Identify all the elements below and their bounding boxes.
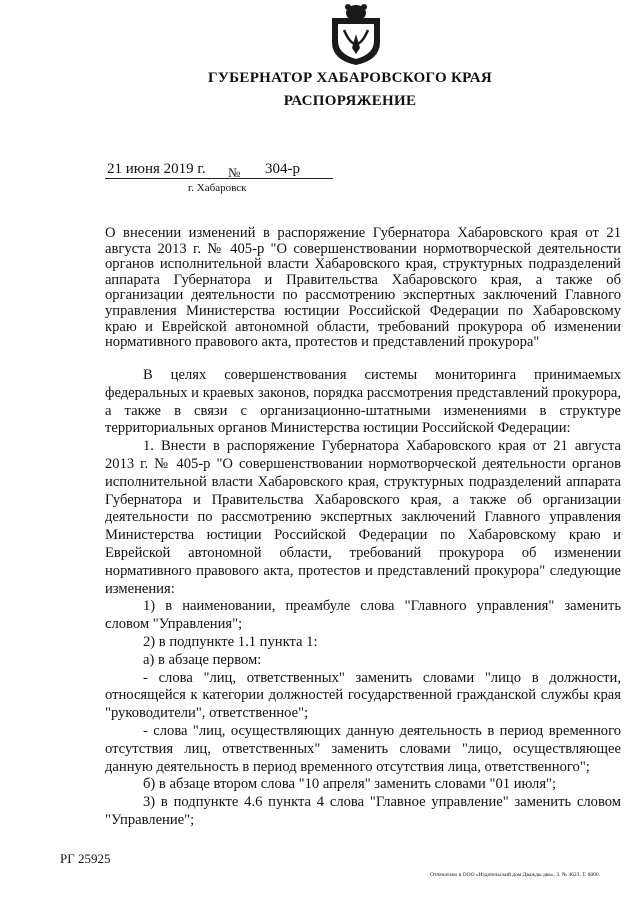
document-subject: О внесении изменений в распоряжение Губернатора Хабаровского края от 21 августа 2013 г. № 405-р "О совершенствовании нормотворческой деятельности органов исполнительной власти Хабаровского края, структурных подразделений аппарата Губернатора и Правительства Хабаровского края, а также об организации деятельности по рассмотрению экспертных заключений Главного управления Министерства юстиции Российской Федерации по Хабаровскому краю и Еврейской автономной области, требований прокурора об изменении нормативного правового акта, протестов и представлений прокурора" — [105, 225, 621, 351]
body-paragraph: 1) в наименовании, преамбуле слова "Главного управления" заменить словом "Управления"; — [105, 598, 621, 633]
printer-imprint: Отпечатано в ООО «Издательский дом Дважды два». З. № 4623. Т. 6000. — [430, 872, 601, 878]
document-body — [105, 367, 621, 830]
issuer-title: ГУБЕРНАТОР ХАБАРОВСКОГО КРАЯ — [208, 70, 492, 86]
body-paragraph: - слова "лиц, осуществляющих данную деятельность в период временного отсутствия лиц, ответственных" заменить словами "лицо, осуществляющее данную деятельность в период временного отсутствия лица, ответственного"; — [105, 722, 621, 775]
document-date: 21 июня 2019 г. — [107, 161, 206, 177]
document-type: РАСПОРЯЖЕНИЕ — [283, 93, 417, 109]
body-paragraph: - слова "лиц, ответственных" заменить словами "лицо в должности, относящейся к категории должностей государственной гражданской службы края "руководители", ответственное"; — [105, 669, 621, 722]
body-paragraph: В целях совершенствования системы мониторинга принимаемых федеральных и краевых законов, порядка рассмотрения представлений прокурора, а также в связи с организационно-штатными изменениями в структуре территориальных органов Министерства юстиции Российской Федерации: — [105, 367, 621, 437]
document-number: 304-р — [265, 161, 300, 177]
coat-of-arms-icon — [328, 4, 384, 66]
body-paragraph: б) в абзаце втором слова "10 апреля" заменить словами "01 июля"; — [143, 776, 557, 793]
document-city: г. Хабаровск — [188, 182, 247, 194]
date-number-underline — [105, 178, 333, 179]
number-sign: № — [228, 165, 241, 180]
body-paragraph: 1. Внести в распоряжение Губернатора Хабаровского края от 21 августа 2013 г. № 405-р "О совершенствовании нормотворческой деятельности органов исполнительной власти Хабаровского края, структурных подразделений аппарата Губернатора и Правительства Хабаровского края, а также об организации деятельности по рассмотрению экспертных заключений Главного управления Министерства юстиции Российской Федерации по Хабаровскому краю и Еврейской автономной области, требований прокурора об изменении нормативного правового акта, протестов и представлений прокурора" следующие изменения: — [105, 438, 621, 597]
body-paragraph: а) в абзаце первом: — [143, 651, 262, 668]
registration-number: РГ 25925 — [60, 851, 111, 866]
body-paragraph: 3) в подпункте 4.6 пункта 4 слова "Главное управление" заменить словом "Управление"; — [105, 794, 621, 828]
body-paragraph: 2) в подпункте 1.1 пункта 1: — [143, 633, 318, 650]
